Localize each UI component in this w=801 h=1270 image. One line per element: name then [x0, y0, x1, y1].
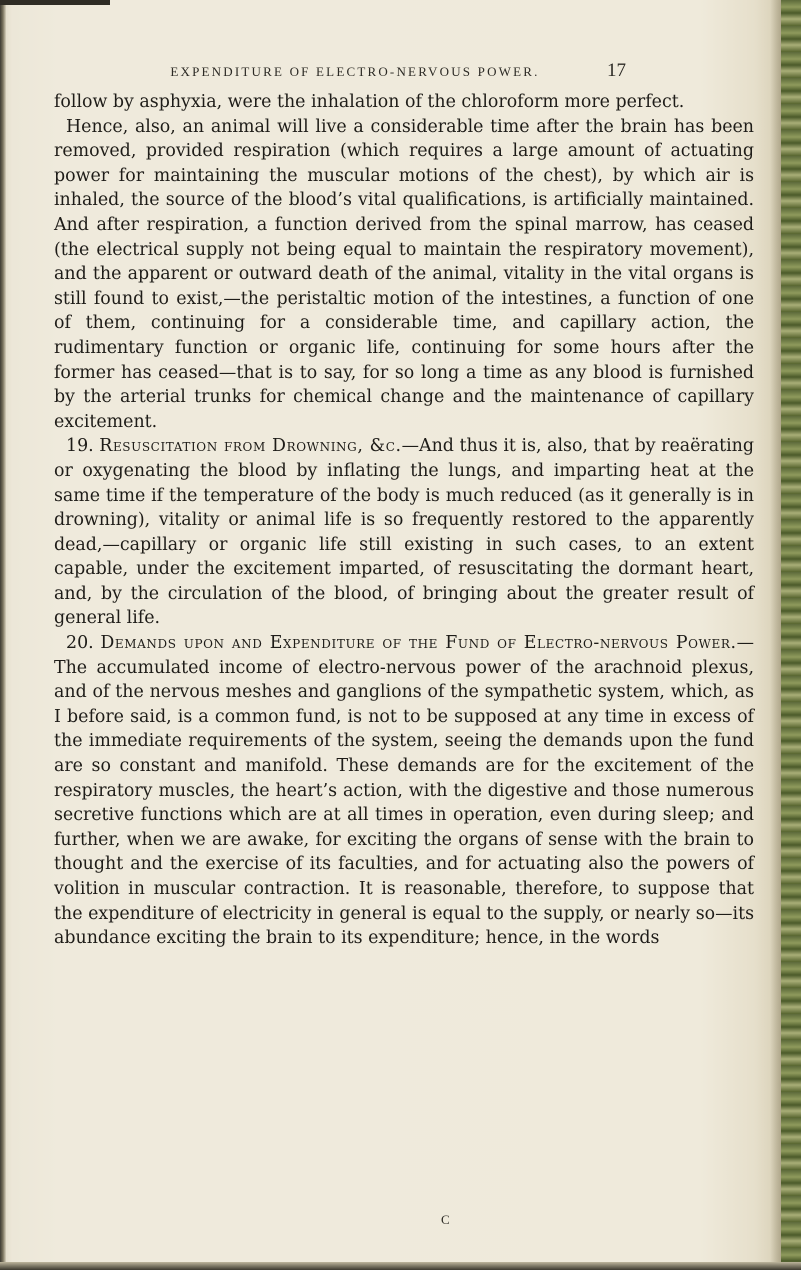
section-19-heading: Resuscitation from Drowning, &c. — [99, 436, 402, 457]
book-binding-strip — [781, 0, 801, 1270]
section-19-text: —And thus it is, also, that by reaërating or oxygenating the blood by inflating the lungs, and imparting heat at the same time if the temperature of the body is much reduced (as it generally is in drowning), vitality or animal life is so frequently restored to the apparently dead,—capillary or organic life still existing in such cases, to an extent capable, under the excitement imparted, of resuscitating the dormant heart, and, by the circulation of the blood, of bringing about the greater result of general life. — [54, 436, 754, 629]
paragraph-continuation: follow by asphyxia, were the inhalation of the chloroform more perfect. — [54, 92, 685, 112]
running-title: EXPENDITURE OF ELECTRO-NERVOUS POWER. — [170, 64, 540, 79]
body-text — [54, 90, 754, 951]
section-19-number: 19. — [66, 436, 94, 457]
section-20-heading: Demands upon and Expenditure of the Fund of Electro-nervous Power. — [100, 633, 737, 654]
page-top-edge — [0, 0, 110, 5]
page-left-edge — [0, 0, 6, 1270]
page-bottom-edge — [0, 1262, 801, 1270]
section-20 — [54, 631, 754, 951]
section-20-text: —The accumulated income of electro-nervous power of the arachnoid plexus, and of the nervous meshes and ganglions of the sympathetic system, which, as I before said, is a common fund, is not to be supposed at any time in excess of the immediate requirements of the system, seeing the demands upon the fund are so constant and manifold. These demands are for the excitement of the respiratory muscles, the heart’s action, with the digestive and those numerous secretive functions which are at all times in operation, even during sleep; and further, when we are awake, for exciting the organs of sense with the brain to thought and the exercise of its faculties, and for actuating also the powers of volition in muscular contraction. It is reasonable, therefore, to suppose that the expenditure of electricity in general is equal to the supply, or nearly so—its abundance exciting the brain to its expenditure; hence, in the words — [54, 633, 755, 949]
section-19 — [54, 434, 754, 631]
paragraph-brain-removed: Hence, also, an animal will live a considerable time after the brain has been removed, provided respiration (which requires a large amount of actuating power for maintaining the muscular motions of the chest), by which air is inhaled, the source of the blood’s vital qualifications, is artificially maintained. And after respiration, a function derived from the spinal marrow, has ceased (the electrical supply not being equal to maintain the respiratory movement), and the apparent or outward death of the animal, vitality in the vital organs is still found to exist,—the peristaltic motion of the intestines, a function of one of them, continuing for a considerable time, and capillary action, the rudimentary function or organic life, continuing for some hours after the former has ceased—that is to say, for so long a time as any blood is furnished by the arterial trunks for chemical change and the maintenance of capillary excitement. — [54, 116, 754, 432]
section-20-number: 20. — [66, 633, 94, 654]
page-number: 17 — [607, 60, 626, 81]
running-head — [120, 60, 680, 84]
signature-mark: C — [441, 1212, 450, 1227]
